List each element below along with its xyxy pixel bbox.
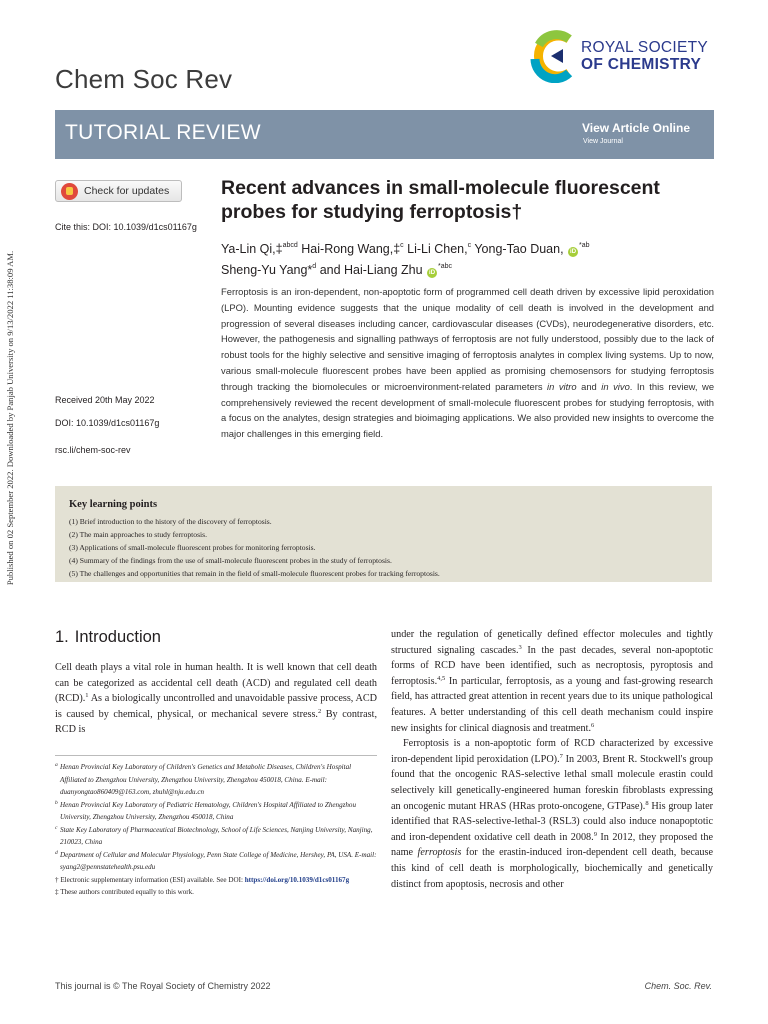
reference-link[interactable]: 1 bbox=[85, 692, 89, 700]
article-type: TUTORIAL REVIEW bbox=[65, 121, 261, 144]
rsc-name-line1: ROYAL SOCIETY bbox=[581, 39, 709, 56]
cite-this bbox=[55, 222, 197, 232]
footnote-divider bbox=[55, 755, 377, 756]
journal-title: Chem Soc Rev bbox=[55, 64, 233, 94]
section-title: Introduction bbox=[74, 628, 161, 646]
received-date: Received 20th May 2022 bbox=[55, 395, 155, 405]
abstract-italic: in vitro bbox=[547, 380, 577, 392]
publication-note: Published on 02 September 2022. Downloaded by Panjab University on 9/13/2022 11:38:09 AM. bbox=[5, 250, 15, 586]
author-list bbox=[221, 237, 701, 279]
footnote-text: Henan Provincial Key Laboratory of Children's Genetics and Metabolic Diseases, Children's Hospital Affiliated to Zhengzhou University, Zhengzhou University, Zhengzhou 450018, China. E-mail: duanyongtao860409@163.com, zhuhl@nju.edu.cn bbox=[60, 763, 352, 796]
abstract-text: and bbox=[581, 380, 597, 392]
updates-icon bbox=[61, 183, 78, 200]
rsc-name-line2: OF CHEMISTRY bbox=[581, 56, 702, 73]
body-text: In particular, ferroptosis, as a young and fast-growing research field, has attracted great attention in recent years due to its unique pathological features. A better understanding of this cell death mechanism could inspire new insights for clinical diagnosis and treatment. bbox=[391, 675, 713, 734]
author: Li-Li Chen, bbox=[407, 242, 468, 256]
affiliation-mark: d bbox=[312, 263, 317, 270]
footnote-text: State Key Laboratory of Pharmaceutical Biotechnology, School of Life Sciences, Nanjing University, Nanjing, 210023, China bbox=[60, 825, 373, 846]
affiliation-footnote bbox=[55, 849, 377, 874]
footnote-text: † Electronic supplementary information (ESI) available. See DOI: bbox=[55, 875, 245, 884]
section-heading bbox=[55, 628, 161, 647]
author: Hai-Rong Wang,‡ bbox=[301, 242, 401, 256]
intro-paragraph-2 bbox=[391, 627, 713, 892]
list-item: (3) Applications of small-molecule fluorescent probes for monitoring ferroptosis. bbox=[69, 543, 316, 552]
affiliation-mark: *ab bbox=[579, 242, 590, 249]
body-text: Cell death plays a vital role in human health. It is well known that cell death can be categorized as accidental cell death (ACD) and regulated cell death (RCD). bbox=[55, 662, 377, 705]
affiliation-mark: abcd bbox=[282, 242, 298, 249]
cite-doi: DOI: 10.1039/d1cs01167g bbox=[92, 222, 197, 232]
equal-contribution-footnote: ‡ These authors contributed equally to this work. bbox=[55, 888, 194, 896]
footnote-mark: c bbox=[55, 824, 58, 831]
body-text: As a biologically uncontrolled and unavoidable passive process, ACD is caused by chemical, physical, or mechanical severe stress. bbox=[55, 693, 377, 720]
rsc-logo-icon bbox=[529, 29, 575, 83]
journal-link[interactable]: rsc.li/chem-soc-rev bbox=[55, 445, 131, 455]
footer-copyright: This journal is © The Royal Society of Chemistry 2022 bbox=[55, 981, 271, 991]
abstract-text: Ferroptosis is an iron-dependent, non-apoptotic form of programmed cell death driven by excessive lipid peroxidation (LPO). Mounting evidence suggests that the unique modality of cell death is involved in the development and progression of several diseases including cancer, cardiovascular diseases (CVDs), neurodegenerative disorders, etc. However, the pathogenesis and signalling pathways of ferroptosis are not fully understood, possibly due to the lack of robust tools for the highly selective and sensitive imaging of ferroptosis analytes in complex living systems. Up to now, various small-molecule fluorescent probes have been applied as promising chemosensors for studying ferroptosis through tracking the biomolecules or microenvironment-related parameters bbox=[221, 286, 714, 392]
affiliation-mark: *abc bbox=[438, 263, 453, 270]
reference-link[interactable]: 2 bbox=[317, 707, 322, 715]
body-text: In the past decades, several non-apoptotic forms of RCD have been identified, such as necroptosis, pyroptosis and ferroptosis. bbox=[391, 644, 713, 687]
footnote-mark: d bbox=[55, 849, 58, 856]
list-item: (5) The challenges and opportunities that remain in the field of small-molecule fluorescent probes for tracking ferroptosis. bbox=[69, 569, 440, 578]
key-learning-points-list bbox=[69, 515, 440, 580]
body-text: By contrast, RCD is bbox=[55, 708, 378, 736]
footnote-mark: b bbox=[55, 799, 58, 806]
body-italic: ferroptosis bbox=[417, 847, 462, 859]
abstract-italic: in vivo bbox=[601, 380, 630, 392]
key-learning-points-title: Key learning points bbox=[69, 499, 158, 510]
check-updates-label: Check for updates bbox=[84, 185, 170, 197]
article-title: Recent advances in small-molecule fluorescent probes for studying ferroptosis† bbox=[221, 177, 660, 223]
rsc-logo bbox=[529, 29, 719, 85]
esi-footnote bbox=[55, 874, 377, 887]
footnotes bbox=[55, 761, 377, 899]
reference-link[interactable]: 6 bbox=[591, 721, 595, 729]
orcid-icon[interactable]: iD bbox=[570, 249, 577, 255]
reference-link[interactable]: 9 bbox=[593, 830, 597, 838]
footnote-text: Department of Cellular and Molecular Physiology, Penn State College of Medicine, Hershey, PA, USA. E-mail: syang2@pennstatehealth.psu.edu bbox=[60, 850, 377, 871]
abstract bbox=[221, 284, 714, 442]
footer-journal: Chem. Soc. Rev. bbox=[644, 981, 712, 991]
body-text: In 2012, they proposed the name bbox=[391, 831, 713, 859]
footnote-mark: a bbox=[55, 762, 58, 768]
affiliation-footnote bbox=[55, 799, 377, 824]
body-text: Ferroptosis is a non-apoptotic form of RCD characterized by excessive iron-dependent lipid peroxidation (LPO). bbox=[391, 738, 713, 765]
section-number: 1. bbox=[55, 628, 69, 646]
body-text: His group later identified that RAS-selective-lethal-3 (RSL3) could also induce nonapoptotic and iron-dependent oxidative cell death in 2008. bbox=[391, 800, 713, 843]
body-text: under the regulation of genetically defined effector molecules and tightly structured signaling cascades. bbox=[391, 629, 713, 656]
reference-link[interactable]: 3 bbox=[518, 643, 522, 651]
body-text: for the erastin-induced iron-dependent cell death, because this kind of cell death is morphologically, biochemically and genetically distinct from apoptosis, necrosis and other bbox=[391, 847, 714, 890]
author: Ya-Lin Qi,‡ bbox=[221, 242, 283, 256]
check-for-updates-button[interactable] bbox=[55, 180, 182, 202]
affiliation-footnote bbox=[55, 824, 377, 849]
author: Yong-Tao Duan, bbox=[474, 242, 564, 256]
list-item: (4) Summary of the findings from the use of small-molecule fluorescent probes in the study of ferroptosis. bbox=[69, 556, 392, 565]
orcid-icon[interactable]: iD bbox=[429, 270, 436, 276]
esi-doi-link[interactable]: https://doi.org/10.1039/d1cs01167g bbox=[244, 875, 350, 884]
cite-label: Cite this: bbox=[55, 222, 91, 232]
article-type-banner bbox=[55, 110, 714, 159]
intro-paragraph-1 bbox=[55, 660, 377, 738]
abstract-text: . In this review, we comprehensively reviewed the recent development of small-molecule fluorescent probes for studying ferroptosis, with a focus on the analytes, design strategies and bioimaging applications. We also provided new insights to overcome the major challenges in this emerging field. bbox=[221, 380, 715, 440]
footnote-text: Henan Provincial Key Laboratory of Pediatric Hematology, Children's Hospital Affiliated to Zhengzhou University, Zhengzhou University, Zhengzhou 450018, China bbox=[60, 800, 357, 821]
list-item: (1) Brief introduction to the history of the discovery of ferroptosis. bbox=[69, 517, 272, 526]
body-text: In 2003, Brent R. Stockwell's group found that the oncogenic RAS-selective lethal small molecule erastin could selectively kill genetically-engineered human foreskin fibroblasts expressing an oncogenic mutant HRAS (HRas proto-oncogene, GTPase). bbox=[391, 753, 713, 812]
intro-paragraph-3 bbox=[391, 736, 713, 892]
author: Sheng-Yu Yang* bbox=[221, 263, 313, 277]
view-article-online-link[interactable]: View Article Online bbox=[581, 121, 690, 135]
publication-sidebar bbox=[4, 212, 16, 624]
reference-link[interactable]: 8 bbox=[645, 799, 649, 807]
doi: DOI: 10.1039/d1cs01167g bbox=[55, 418, 160, 428]
affiliation-mark: c bbox=[400, 242, 404, 249]
list-item: (2) The main approaches to study ferroptosis. bbox=[69, 530, 207, 539]
reference-link[interactable]: 7 bbox=[559, 752, 563, 760]
view-journal-link[interactable]: View Journal bbox=[583, 138, 623, 145]
author: and Hai-Liang Zhu bbox=[319, 263, 423, 277]
key-learning-points-box bbox=[55, 486, 712, 582]
affiliation-footnote bbox=[55, 761, 377, 799]
affiliation-mark: c bbox=[467, 242, 472, 249]
reference-link[interactable]: 4,5 bbox=[437, 674, 446, 682]
